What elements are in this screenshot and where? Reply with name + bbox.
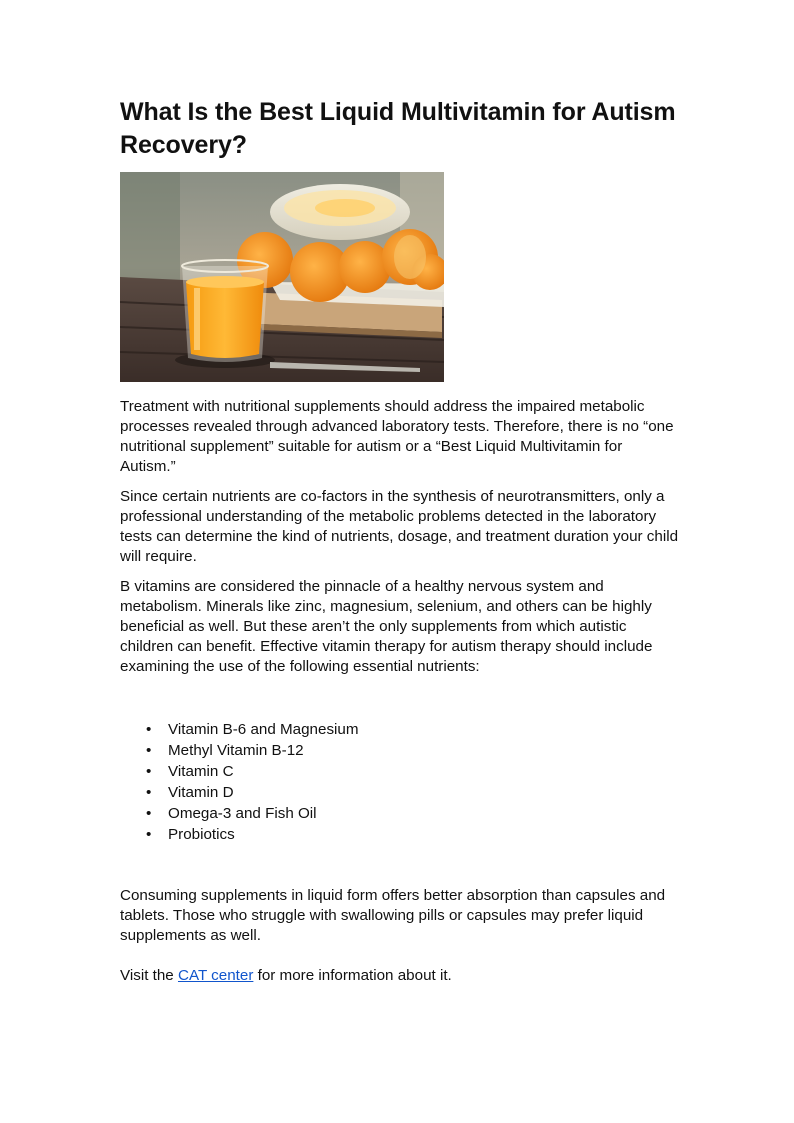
bullet-icon: •	[146, 784, 152, 801]
bullet-icon: •	[146, 805, 152, 822]
list-item	[146, 803, 680, 824]
bullet-icon: •	[146, 742, 152, 759]
paragraph-liquid-form: Consuming supplements in liquid form offers better absorption than capsules and tablets. Those who struggle with swallowing pills or capsules may prefer liquid supplements as well.	[120, 887, 666, 944]
bullet-icon: •	[146, 763, 152, 780]
cat-center-link[interactable]: CAT center	[177, 967, 254, 984]
document-page	[120, 96, 680, 986]
bullet-icon: •	[146, 826, 152, 843]
list-item-label: Methyl Vitamin B-12	[168, 742, 304, 759]
article-title: What Is the Best Liquid Multivitamin for Autism Recovery?	[120, 98, 676, 159]
paragraph-cofactors: Since certain nutrients are co-factors in the synthesis of neurotransmitters, only a professional understanding of the metabolic problems detected in the laboratory tests can determine the kind of nutrients, dosage, and treatment duration your child will require.	[120, 488, 679, 565]
list-item	[146, 824, 680, 845]
orange-juice-photo	[120, 172, 444, 382]
bullet-icon: •	[146, 721, 152, 738]
paragraph-intro: Treatment with nutritional supplements should address the impaired metabolic processes revealed through advanced laboratory tests. Therefore, there is no “one nutritional supplement” suitable for autism or a “Best Liquid Multivitamin for Autism.”	[120, 398, 674, 475]
visit-suffix: for more information about it.	[253, 967, 452, 984]
nutrient-list	[120, 719, 680, 845]
list-item-label: Vitamin D	[168, 784, 234, 801]
list-item	[146, 782, 680, 803]
list-item-label: Omega-3 and Fish Oil	[168, 805, 317, 822]
visit-prefix: Visit the	[120, 967, 178, 984]
list-item	[146, 719, 680, 740]
paragraph-visit	[120, 966, 680, 986]
list-item	[146, 761, 680, 782]
list-item-label: Vitamin B-6 and Magnesium	[168, 721, 359, 738]
list-item-label: Vitamin C	[168, 763, 234, 780]
list-item-label: Probiotics	[168, 826, 235, 843]
paragraph-b-vitamins: B vitamins are considered the pinnacle of a healthy nervous system and metabolism. Minerals like zinc, magnesium, selenium, and others can be highly beneficial as well. But these aren’t the only supplements from which autistic children can benefit. Effective vitamin therapy for autism therapy should include examining the use of the following essential nutrients:	[120, 578, 653, 675]
list-item	[146, 740, 680, 761]
